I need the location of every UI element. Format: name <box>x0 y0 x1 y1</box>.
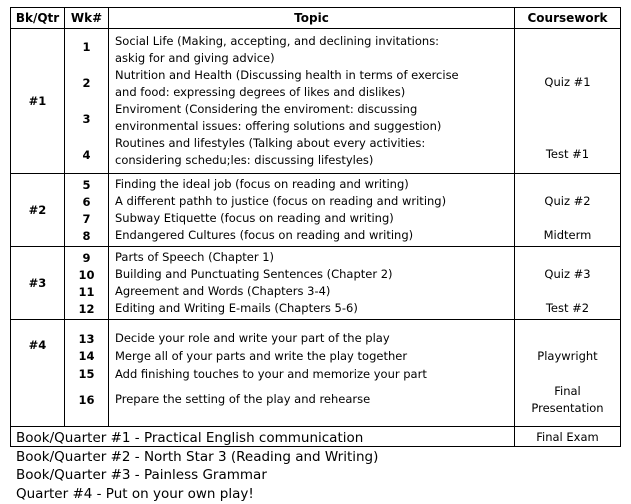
week-number: 12 <box>78 301 95 316</box>
week-number: 14 <box>78 349 95 363</box>
coursework-item: Quiz #1 <box>544 75 591 89</box>
topic-line: environmental issues: offering solutions and suggestion) <box>115 119 442 133</box>
coursework-item: Quiz #3 <box>544 267 591 281</box>
week-number: 7 <box>82 211 91 226</box>
coursework-item: Quiz #2 <box>544 194 591 208</box>
week-number: 13 <box>78 331 95 346</box>
week-number: 5 <box>82 177 91 192</box>
week-number: 4 <box>82 147 91 162</box>
coursework-cell <box>515 320 621 427</box>
week-numbers <box>65 247 109 320</box>
week-number: 11 <box>78 284 95 299</box>
topics <box>109 320 515 427</box>
week-number: 16 <box>78 392 95 407</box>
header-row <box>11 8 621 29</box>
coursework-item: Midterm <box>543 228 592 242</box>
final-exam-cell: Final Exam <box>515 427 621 447</box>
coursework-line: Final <box>554 383 581 398</box>
week-number: 6 <box>82 194 91 209</box>
quarter-label: #4 <box>11 320 65 427</box>
topic-line: Parts of Speech (Chapter 1) <box>115 250 275 264</box>
coursework-item: Test #2 <box>545 301 590 315</box>
week-number: 15 <box>78 367 95 381</box>
topic-line: Subway Etiquette (focus on reading and writing) <box>115 211 394 225</box>
coursework-line: Presentation <box>531 400 604 415</box>
topic-line: askig for and giving advice) <box>115 51 275 65</box>
topic-line: Nutrition and Health (Discussing health in terms of exercise <box>115 68 459 82</box>
note-line: Book/Quarter #3 - Painless Grammar <box>16 467 267 483</box>
topic-line: Prepare the setting of the play and rehearse <box>115 392 371 406</box>
quarter-4-row <box>11 320 621 427</box>
quarter-label: #3 <box>11 247 65 320</box>
week-number: 9 <box>82 250 91 265</box>
header-topic: Topic <box>109 8 515 29</box>
week-numbers <box>65 320 109 427</box>
topic-line: Finding the ideal job (focus on reading and writing) <box>115 177 409 191</box>
topics <box>109 29 515 174</box>
topic-line: A different pathh to justice (focus on reading and writing) <box>115 194 447 208</box>
week-number: 8 <box>82 228 91 243</box>
topic-line: Merge all of your parts and write the play together <box>115 348 408 363</box>
coursework-item: Playwright <box>537 348 598 363</box>
topic-line: Social Life (Making, accepting, and declining invitations: <box>115 34 440 48</box>
coursework-cell <box>515 174 621 247</box>
week-numbers <box>65 29 109 174</box>
topic-line: Routines and lifestyles (Talking about every activities: <box>115 136 426 150</box>
quarter-2-row <box>11 174 621 247</box>
week-number: 10 <box>78 267 95 282</box>
header-bk-qtr: Bk/Qtr <box>11 8 65 29</box>
quarter-3-row <box>11 247 621 320</box>
topic-line: Endangered Cultures (focus on reading and writing) <box>115 228 414 242</box>
topic-line: and food: expressing degrees of likes and dislikes) <box>115 85 406 99</box>
header-coursework: Coursework <box>515 8 621 29</box>
week-number: 2 <box>82 75 91 90</box>
coursework-item <box>515 383 620 416</box>
week-number: 3 <box>82 111 91 126</box>
topic-line: Add finishing touches to your and memorize your part <box>115 366 427 381</box>
note-line: Quarter #4 - Put on your own play! <box>16 485 254 502</box>
week-numbers <box>65 174 109 247</box>
syllabus-table <box>10 7 621 447</box>
coursework-cell <box>515 29 621 174</box>
week-number: 1 <box>82 40 91 54</box>
topic-line: Editing and Writing E-mails (Chapters 5-6) <box>115 301 358 315</box>
quarter-label: #2 <box>11 174 65 247</box>
coursework-cell <box>515 247 621 320</box>
topic-line: considering schedu;les: discussing lifestyles) <box>115 153 374 167</box>
topics <box>109 247 515 320</box>
topic-line: Enviroment (Considering the enviroment: discussing <box>115 102 418 116</box>
topic-line: Agreement and Words (Chapters 3-4) <box>115 284 331 298</box>
topic-line: Decide your role and write your part of the play <box>115 331 390 345</box>
header-week: Wk# <box>65 8 109 29</box>
quarter-1-row <box>11 29 621 174</box>
topic-line: Building and Punctuating Sentences (Chapter 2) <box>115 267 393 281</box>
coursework-item: Test #1 <box>545 147 590 161</box>
note-line: Book/Quarter #1 - Practical English communication <box>16 430 364 446</box>
quarter-label: #1 <box>11 29 65 174</box>
topics <box>109 174 515 247</box>
book-notes <box>16 429 378 503</box>
note-line: Book/Quarter #2 - North Star 3 (Reading and Writing) <box>16 448 379 465</box>
